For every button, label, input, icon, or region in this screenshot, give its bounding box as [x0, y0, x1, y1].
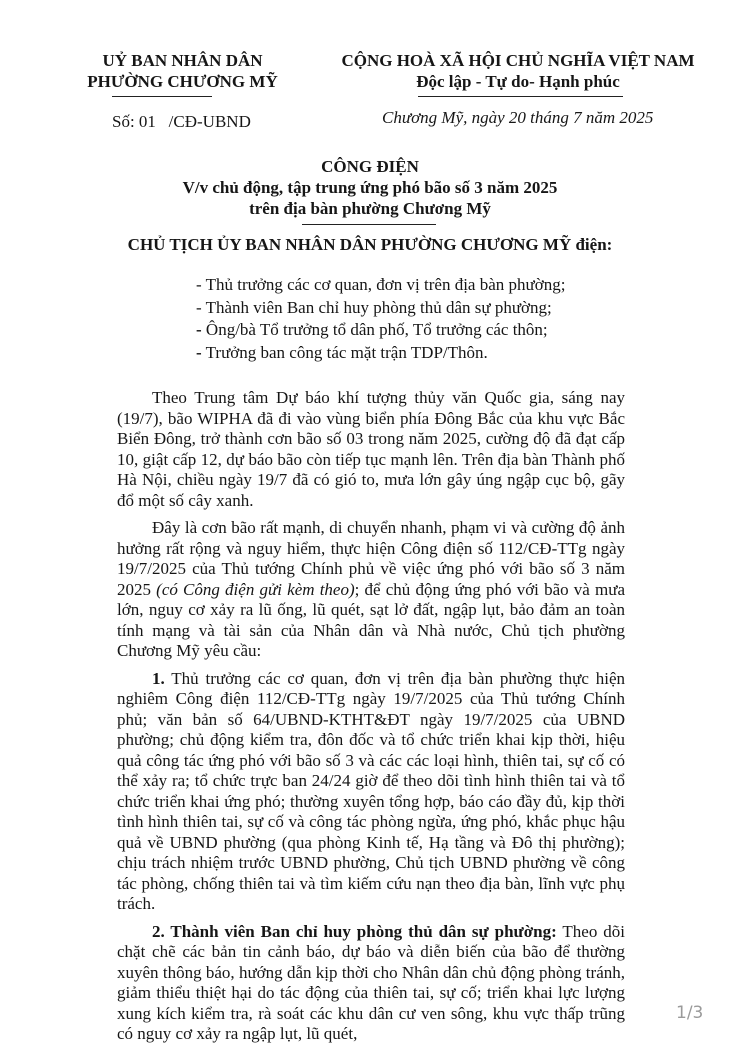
item-heading: 2. Thành viên Ban chỉ huy phòng thủ dân sự phường:	[152, 921, 557, 941]
page-indicator: 1/3	[676, 1003, 704, 1023]
authority-underline	[112, 96, 212, 97]
recipient-item: - Ông/bà Tổ trưởng tổ dân phố, Tổ trưởng các thôn;	[196, 320, 548, 340]
authority-line-1: UỶ BAN NHÂN DÂN	[102, 51, 263, 70]
paragraph-directive-intro: Đây là cơn bão rất mạnh, di chuyển nhanh, phạm vi và cường độ ảnh hưởng rất rộng và nguy hiểm, thực hiện Công điện số 112/CĐ-TTg ngày 19/7/2025 của Thủ tướng Chính phủ về việc ứng phó với bão số 3 năm 2025 (có Công điện gửi kèm theo); để chủ động ứng phó với bão và mưa lớn, nguy cơ xảy ra lũ ống, lũ quét, sạt lở đất, ngập lụt, bảo đảm an toàn tính mạng và tài sản của Nhân dân và Nhà nước, Chủ tịch phường Chương Mỹ yêu cầu:	[117, 518, 625, 660]
attachment-note: (có Công điện gửi kèm theo)	[156, 579, 355, 599]
paragraph-context: Theo Trung tâm Dự báo khí tượng thủy văn Quốc gia, sáng nay (19/7), bão WIPHA đã đi vào vùng biển phía Đông Bắc của khu vực Bắc Biển Đông, trở thành cơn bão số 03 trong năm 2025, cường độ đã đạt cấp 10, giật cấp 12, dự báo bão còn tiếp tục mạnh lên. Trên địa bàn Thành phố Hà Nội, chiều ngày 19/7 đã có gió to, mưa lớn gây úng ngập cục bộ, gãy đổ một số cây xanh.	[117, 388, 625, 510]
issuing-authority	[60, 50, 305, 92]
document-body	[117, 388, 625, 1052]
title-underline	[302, 224, 436, 225]
document-date: Chương Mỹ, ngày 20 tháng 7 năm 2025	[382, 108, 654, 127]
document-subject-line-2: trên địa bàn phường Chương Mỹ	[249, 199, 491, 218]
recipient-list	[196, 274, 565, 365]
national-motto: Độc lập - Tự do- Hạnh phúc	[416, 72, 620, 91]
paragraph-item-1: 1. Thủ trưởng các cơ quan, đơn vị trên địa bàn phường thực hiện nghiêm Công điện 112/CĐ-TTg ngày 19/7/2025 của Thủ tướng Chính phủ; văn bản số 64/UBND-KTHT&ĐT ngày 19/7/2025 của UBND phường; chủ động kiểm tra, đôn đốc và tổ chức triển khai kịp thời, hiệu quả công tác ứng phó với bão số 3 và các các loại hình, thiên tai, sự cố có thể xảy ra; tổ chức trực ban 24/24 giờ để theo dõi tình hình thiên tai và tổ chức triển khai ứng phó; thường xuyên tổng hợp, báo cáo đầy đủ, kịp thời tình hình thiên tai, sự cố và công tác phòng ngừa, ứng phó, khắc phục hậu quả về UBND phường (qua phòng Kinh tế, Hạ tầng và Đô thị phường); chịu trách nhiệm trước UBND phường, Chủ tịch UBND phường về công tác phòng, chống thiên tai và tìm kiếm cứu nạn theo địa bàn, lĩnh vực phụ trách.	[117, 668, 625, 913]
document-number: Số: 01 /CĐ-UBND	[112, 112, 251, 131]
recipient-item: - Thủ trưởng các cơ quan, đơn vị trên địa bàn phường;	[196, 275, 566, 294]
paragraph-item-2: 2. Thành viên Ban chỉ huy phòng thủ dân sự phường: Theo dõi chặt chẽ các bản tin cảnh báo, dự báo và diễn biến của bão để thường xuyên thông báo, hướng dẫn kịp thời cho Nhân dân chủ động phòng tránh, giảm thiểu thiệt hại do tác động của thiên tai, sự cố; triển khai lực lượng xung kích kiểm tra, rà soát các khu dân cư ven sông, khu vực thấp trũng có nguy cơ xảy ra ngập lụt, lũ quét,	[117, 921, 625, 1043]
motto-underline	[418, 96, 623, 97]
authority-line-2: PHƯỜNG CHƯƠNG MỸ	[87, 72, 278, 91]
document-title	[0, 156, 740, 219]
recipient-item: - Trưởng ban công tác mặt trận TDP/Thôn.	[196, 343, 488, 363]
issuer-line: CHỦ TỊCH ỦY BAN NHÂN DÂN PHƯỜNG CHƯƠNG MỸ điện:	[127, 235, 613, 254]
document-type: CÔNG ĐIỆN	[321, 157, 419, 176]
item-number: 1.	[152, 668, 165, 688]
recipient-item: - Thành viên Ban chỉ huy phòng thủ dân sự phường;	[196, 297, 552, 317]
document-subject-line-1: V/v chủ động, tập trung ứng phó bão số 3 năm 2025	[182, 178, 558, 197]
national-title-line-1: CỘNG HOÀ XÃ HỘI CHỦ NGHĨA VIỆT NAM	[341, 51, 695, 70]
national-title	[318, 50, 718, 92]
